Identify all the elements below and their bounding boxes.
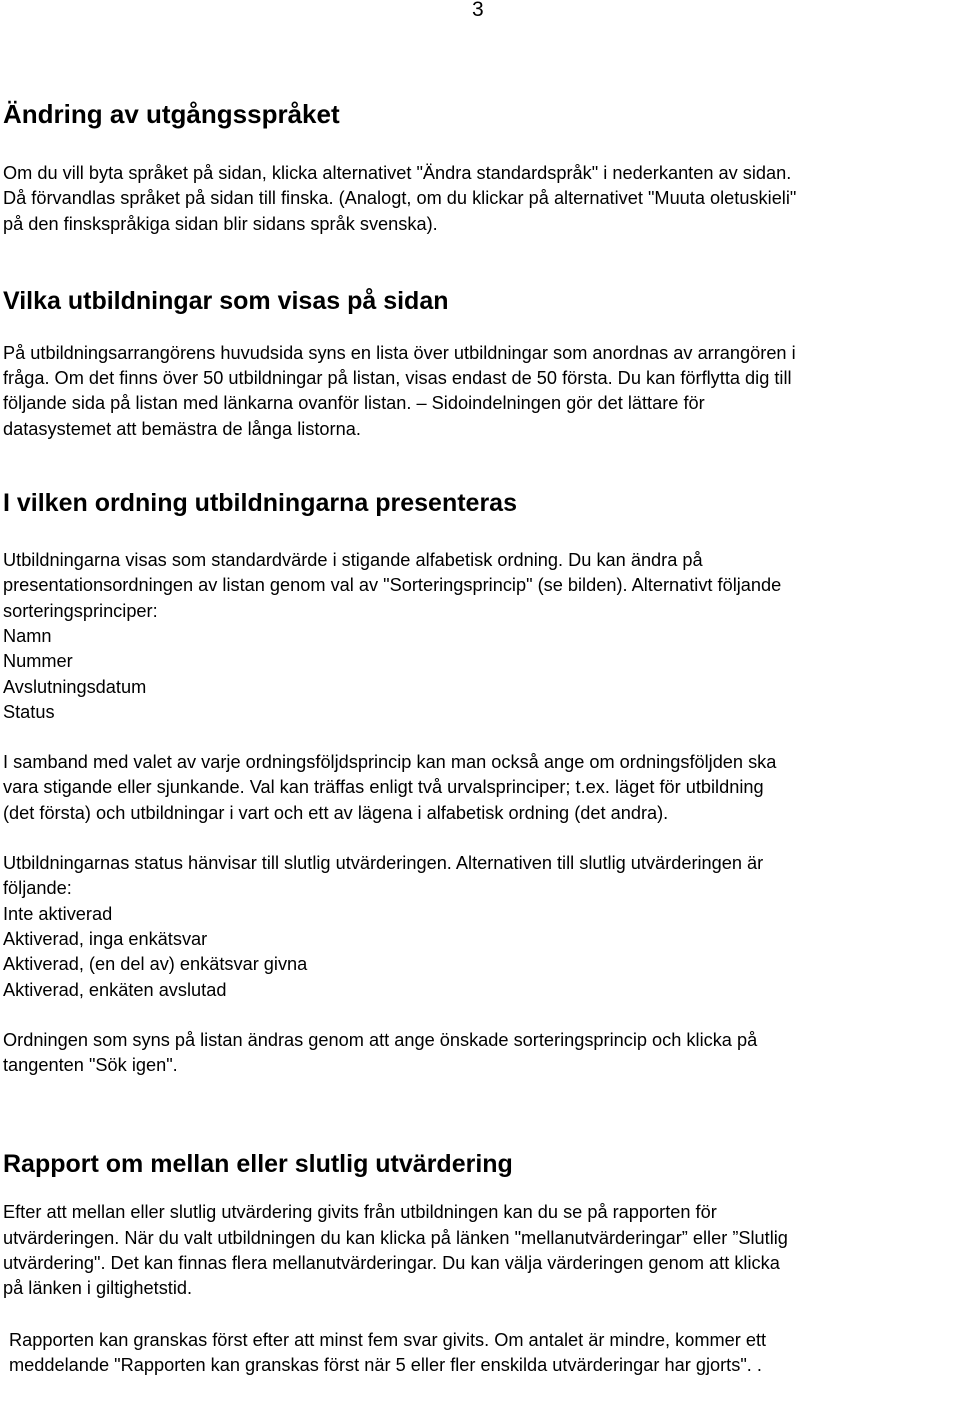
- text-line: utvärdering". Det kan finnas flera mellanutvärderingar. Du kan välja värderingen genom att klicka: [3, 1253, 780, 1274]
- text-line: (det första) och utbildningar i vart och ett av lägena i alfabetisk ordning (det andra).: [3, 802, 669, 823]
- paragraph-shown-courses: [3, 341, 955, 442]
- text-line: tangenten "Sök igen".: [3, 1055, 178, 1076]
- paragraph-report-note: [3, 1328, 955, 1379]
- text-line: I samband med valet av varje ordningsföljdsprincip kan man också ange om ordningsföljden ska: [3, 752, 777, 773]
- text-line: meddelande "Rapporten kan granskas först när 5 eller fler enskilda utvärderingar har gjorts". .: [9, 1354, 762, 1375]
- heading-presentation-order: I vilken ordning utbildningarna presenteras: [3, 489, 517, 518]
- text-line: på länken i giltighetstid.: [3, 1278, 193, 1299]
- sort-principle-item: Status: [3, 701, 55, 722]
- text-line: Utbildningarnas status hänvisar till slutlig utvärderingen. Alternativen till slutlig utvärderingen är: [3, 853, 764, 874]
- sort-principle-item: Nummer: [3, 651, 73, 672]
- text-line: Utbildningarna visas som standardvärde i stigande alfabetisk ordning. Du kan ändra på: [3, 550, 703, 571]
- paragraph-status: [3, 851, 955, 1003]
- text-line: fråga. Om det finns över 50 utbildningar på listan, visas endast de 50 första. Du kan förflytta dig till: [3, 368, 792, 389]
- text-line: presentationsordningen av listan genom val av "Sorteringsprincip" (se bilden). Alternativt följande: [3, 575, 782, 596]
- sort-principle-item: Avslutningsdatum: [3, 676, 147, 697]
- text-line: på den finskspråkiga sidan blir sidans språk svenska).: [3, 213, 438, 234]
- text-line: följande:: [3, 878, 72, 899]
- paragraph-search-again: [3, 1028, 955, 1079]
- text-line: datasystemet att bemästra de långa listorna.: [3, 418, 361, 439]
- paragraph-evaluation-report: [3, 1200, 955, 1301]
- paragraph-change-language: [3, 161, 955, 237]
- text-line: Då förvandlas språket på sidan till finska. (Analogt, om du klickar på alternativet "Muuta oletuskieli": [3, 188, 797, 209]
- document-body: [3, 96, 955, 1378]
- paragraph-sort-intro: [3, 548, 955, 725]
- heading-evaluation-report: Rapport om mellan eller slutlig utvärdering: [3, 1150, 513, 1179]
- text-line: vara stigande eller sjunkande. Val kan träffas enligt två urvalsprinciper; t.ex. läget för utbildning: [3, 777, 764, 798]
- text-line: Om du vill byta språket på sidan, klicka alternativet "Ändra standardspråk" i nederkanten av sidan.: [3, 163, 792, 183]
- status-item: Aktiverad, (en del av) enkätsvar givna: [3, 954, 308, 975]
- text-line: följande sida på listan med länkarna ovanför listan. – Sidoindelningen gör det lättare för: [3, 393, 705, 414]
- text-line: Rapporten kan granskas först efter att minst fem svar givits. Om antalet är mindre, kommer ett: [9, 1329, 767, 1350]
- text-line: sorteringsprinciper:: [3, 600, 158, 621]
- status-item: Aktiverad, inga enkätsvar: [3, 928, 208, 949]
- text-line: På utbildningsarrangörens huvudsida syns en lista över utbildningar som anordnas av arrangören i: [3, 342, 796, 363]
- status-item: Inte aktiverad: [3, 903, 113, 924]
- sort-principle-item: Namn: [3, 625, 52, 646]
- text-line: Ordningen som syns på listan ändras genom att ange önskade sorteringsprincip och klicka på: [3, 1029, 758, 1050]
- paragraph-sort-direction: [3, 750, 955, 826]
- page-number: 3: [472, 0, 484, 21]
- text-line: utvärderingen. När du valt utbildningen du kan klicka på länken "mellanutvärderingar” eller ”Slutlig: [3, 1227, 788, 1248]
- heading-shown-courses: Vilka utbildningar som visas på sidan: [3, 286, 449, 315]
- text-line: Efter att mellan eller slutlig utvärdering givits från utbildningen kan du se på rapporten för: [3, 1202, 717, 1223]
- status-item: Aktiverad, enkäten avslutad: [3, 979, 227, 1000]
- heading-change-language: Ändring av utgångsspråket: [3, 99, 340, 129]
